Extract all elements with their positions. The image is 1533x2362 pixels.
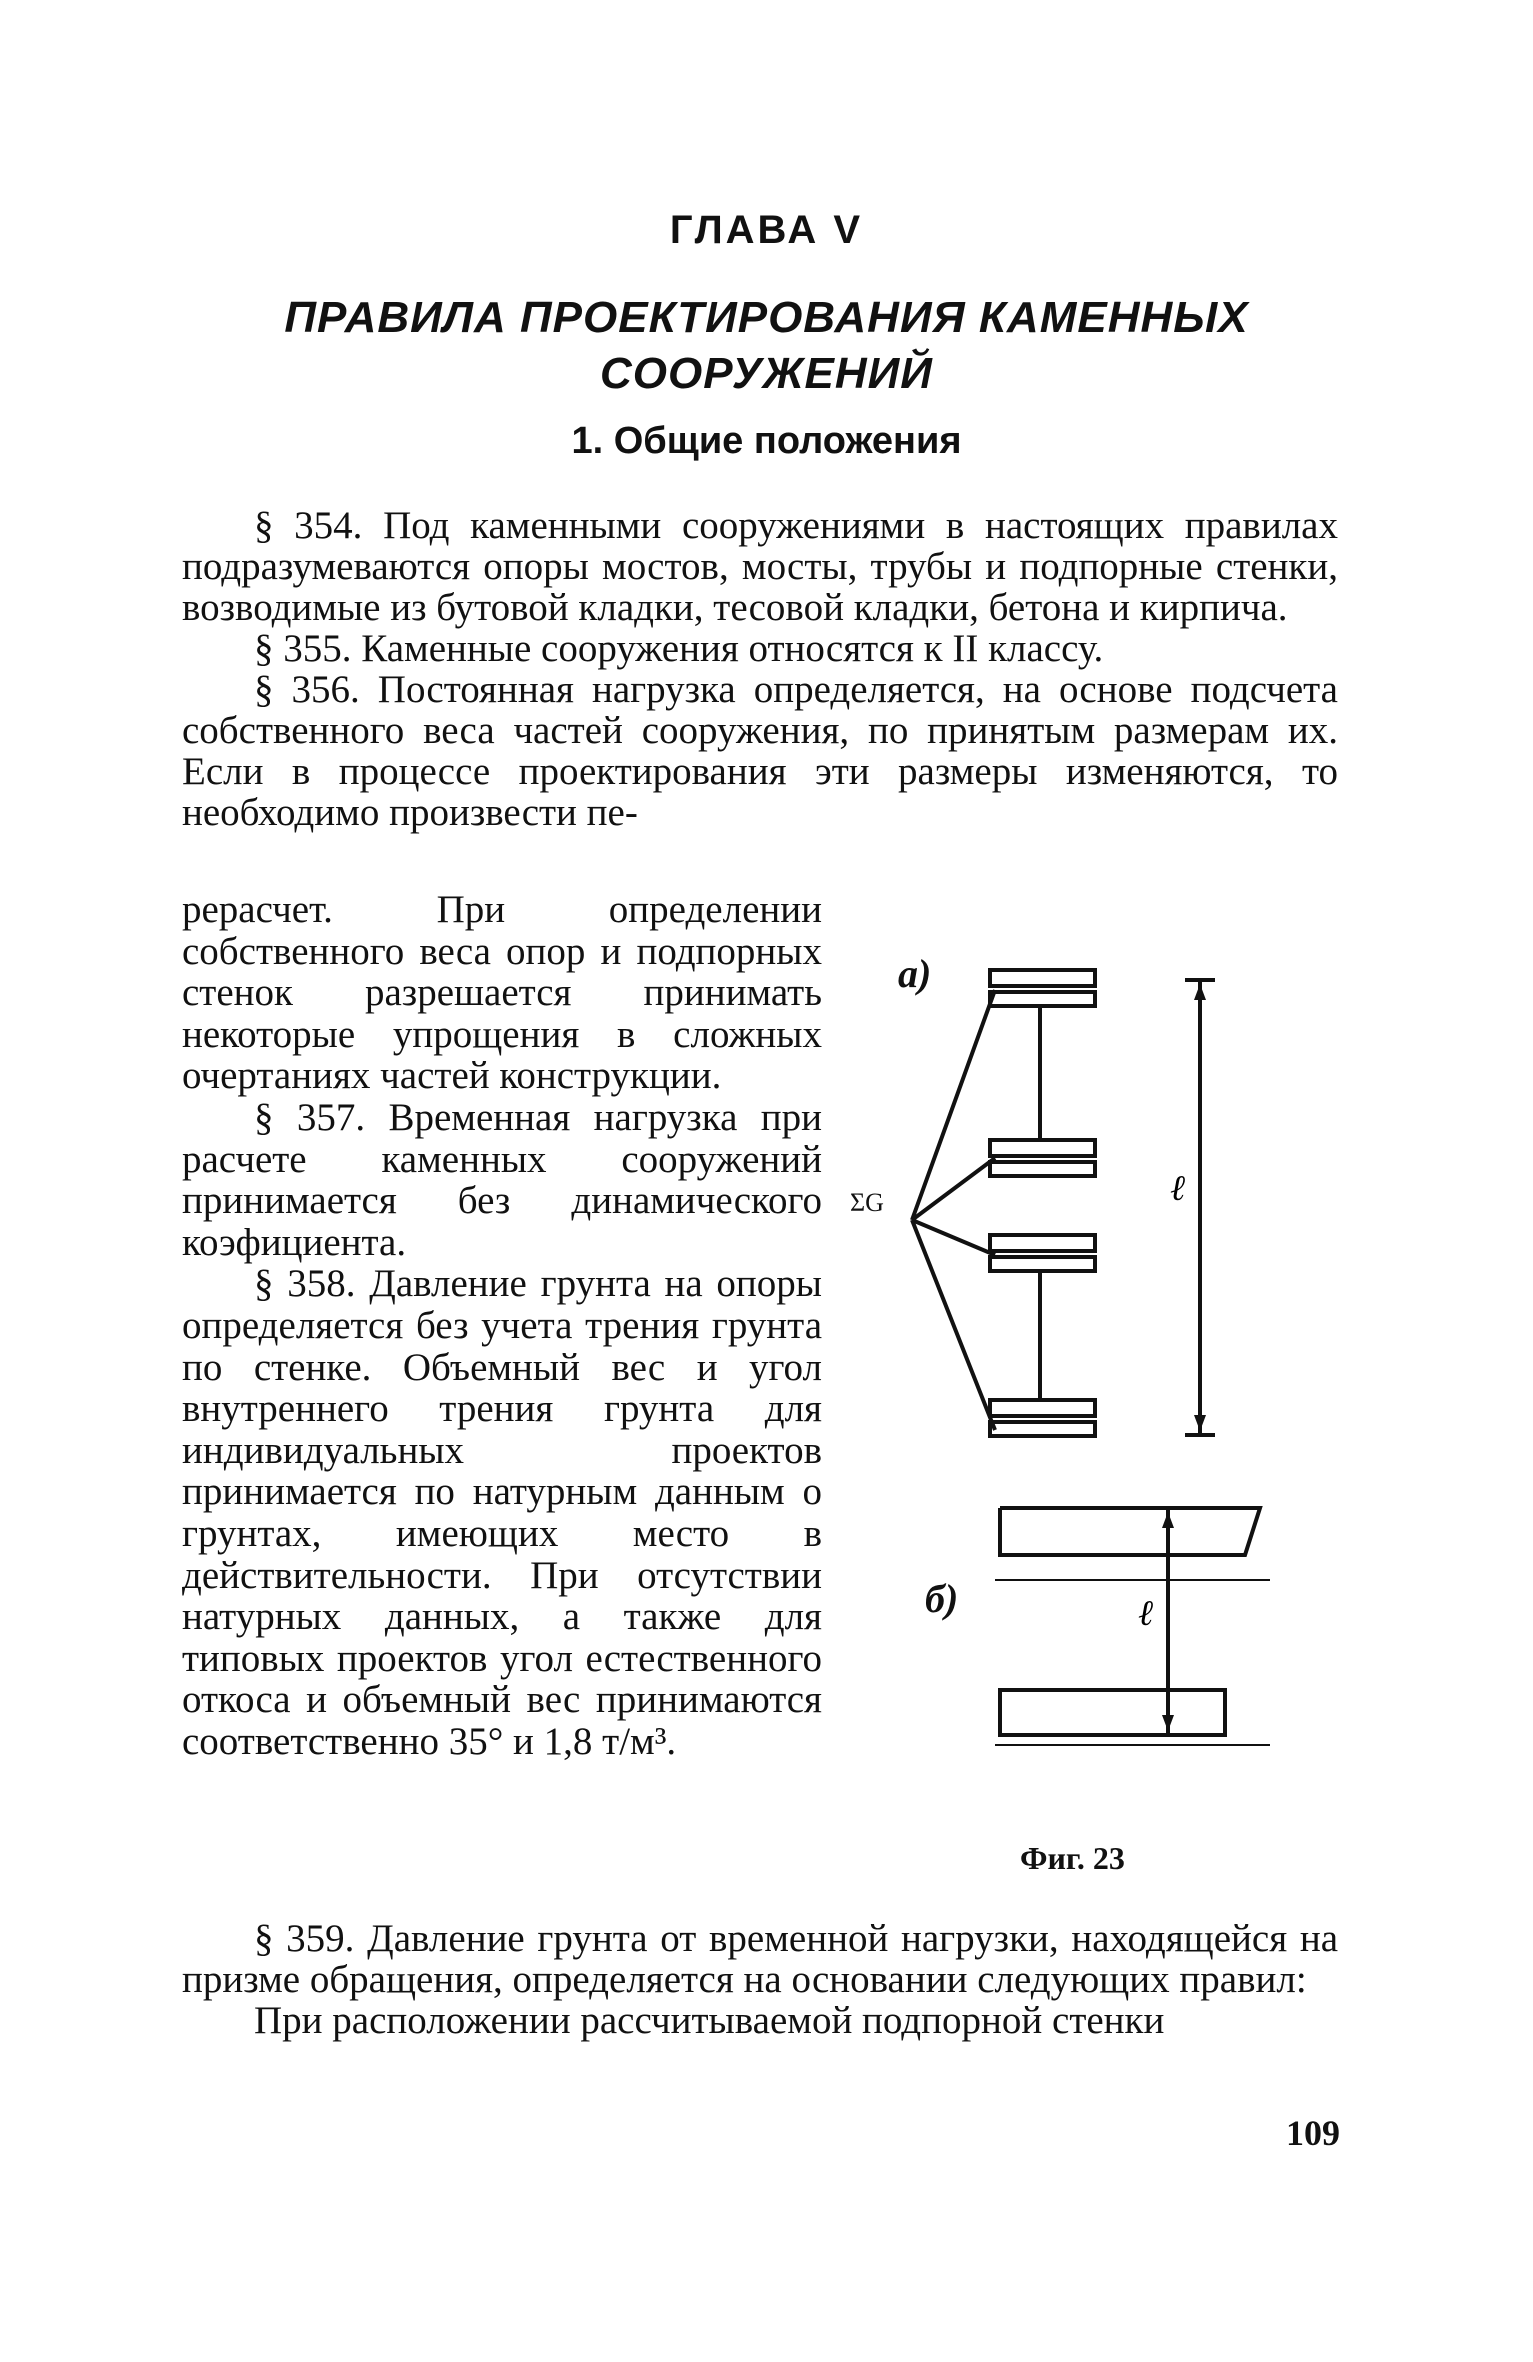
paragraph-354: § 354. Под каменными сооружениями в настоящих правилах подразумеваются опоры мостов, мосты, трубы и подпорные стенки, возводимые из бутовой кладки, тесовой кладки, бетона и кирпича. [182, 504, 1338, 629]
chapter-title [0, 290, 1533, 402]
dimension-label-b: ℓ [1138, 1593, 1153, 1633]
section-heading: 1. Общие положения [571, 420, 962, 462]
paragraph-358: § 358. Давление грунта на опоры определяется без учета трения грунта по стенке. Объемный вес и угол внутреннего трения грунта для индивидуальных проектов принимается по натурным данным о грунтах, имеющих место в действительности. При отсутствии натурных данных, а также для типовых проектов угол естественного откоса и объемный вес принимаются соответственно 35° и 1,8 т/м³. [182, 1262, 822, 1763]
paragraph-356-end: рерасчет. При определении собственного веса опор и подпорных стенок разрешается принимать некоторые упрощения в сложных очертаниях частей конструкции. [182, 888, 822, 1098]
paragraph-360-start: При расположении рассчитываемой подпорной стенки [254, 1999, 1165, 2042]
paragraph-356-start: § 356. Постоянная нагрузка определяется, на основе подсчета собственного веса частей сооружения, по принятым размерам их. Если в процессе проектирования эти размеры изменяются, то необходимо произвести пе- [182, 668, 1338, 834]
chapter-title-line-2: СООРУЖЕНИЙ [600, 349, 933, 398]
body-top [182, 505, 1338, 833]
beam-a4 [990, 1400, 1095, 1416]
dimension-label-a: ℓ [1170, 1168, 1185, 1208]
chapter-title-line-1: ПРАВИЛА ПРОЕКТИРОВАНИЯ КАМЕННЫХ [284, 293, 1249, 342]
paragraph-355: § 355. Каменные сооружения относятся к II классу. [254, 627, 1104, 670]
figure-caption: Фиг. 23 [1020, 1840, 1125, 1876]
body-bottom [182, 1918, 1338, 2041]
paragraph-359: § 359. Давление грунта от временной нагрузки, находящейся на призме обращения, определяется на основании следующих правил: [182, 1917, 1338, 2001]
figure-label-a: а) [898, 951, 932, 996]
figure-label-b: б) [925, 1576, 959, 1621]
beam-a1 [990, 970, 1095, 986]
body-column [182, 889, 822, 1762]
beam-a3 [990, 1235, 1095, 1251]
paragraph-357: § 357. Временная нагрузка при расчете каменных сооружений принимается без динамического коэфициента. [182, 1095, 822, 1264]
figure-23-drawing [830, 930, 1350, 1890]
beam-a2 [990, 1140, 1095, 1156]
figure-load-label: ΣG [850, 1188, 884, 1217]
chapter-heading: ГЛАВА V [669, 208, 864, 252]
page-number: 109 [1286, 2113, 1340, 2153]
